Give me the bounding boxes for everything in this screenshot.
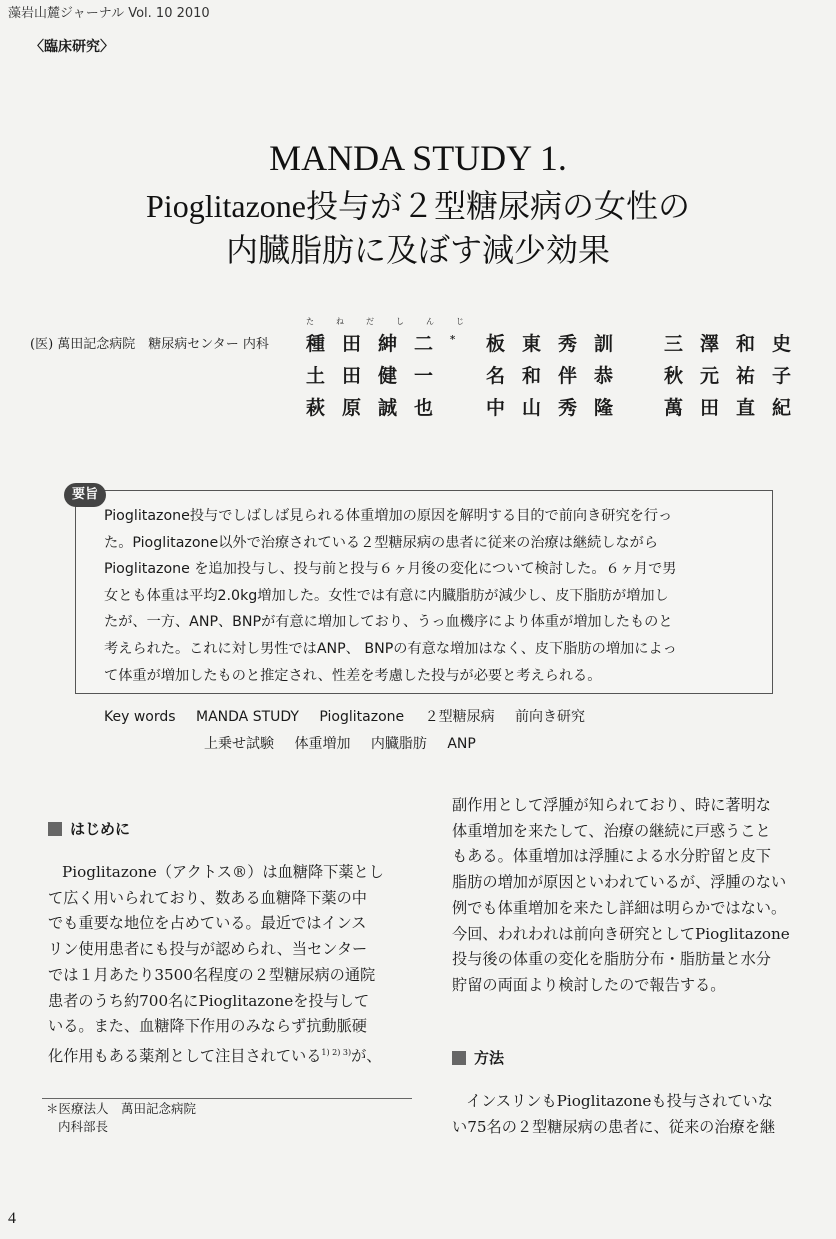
abstract-line: て体重が増加したものと推定され、性差を考慮した投与が必要と考えられる。 [104,667,602,684]
footnote-line: 内科部長 [58,1119,109,1134]
author-name: 土田健一 [306,364,451,387]
article-category: 〈臨床研究〉 [30,39,114,55]
page-number: 4 [8,1210,16,1227]
body-line: もある。体重増加は浮腫による水分貯留と皮下 [452,847,771,866]
author-list [306,326,816,422]
author-name: 萬田直紀 [664,396,809,419]
method-line: インスリンもPioglitazoneも投与されていな [466,1092,773,1110]
abstract-line: 考えられた。これに対し男性ではANP、 BNPの有意な増加はなく、皮下脂肪の増加によっ [104,640,677,657]
author-name: 三澤和史 [664,332,809,355]
body-line: 体重増加を来たして、治療の継続に戸惑うこと [452,821,771,840]
body-line: 副作用として浮腫が知られており、時に著明な [452,796,771,814]
keyword: 内臓脂肪 [370,736,427,752]
intro-line: Pioglitazone（アクトス®）は血糖降下薬とし [62,863,384,881]
journal-header: 藻岩山麓ジャーナル Vol. 10 2010 [8,6,210,21]
intro-line: て広く用いられており、数ある血糖降下薬の中 [48,888,367,907]
body-line: 今回、われわれは前向き研究としてPioglitazone [452,924,790,943]
intro-line: 患者のうち約700名にPioglitazoneを投与して [48,991,370,1010]
intro-text [48,860,408,1070]
intro-line: では１月あたり3500名程度の２型糖尿病の通院 [48,965,376,984]
method-heading: 方法 [452,1047,504,1068]
method-line: い75名の２型糖尿病の患者に、従来の治療を継 [452,1117,776,1136]
author-row [306,326,816,358]
footnote-line: ＊医療法人 萬田記念病院 [46,1101,197,1116]
body-line: 貯留の両面より検討したので報告する。 [452,975,726,994]
keyword: ２型糖尿病 [424,709,495,725]
abstract-text [104,503,756,689]
affiliation: (医) 萬田記念病院 糖尿病センター 内科 [30,337,269,352]
author-ruby: たねだしんじ [306,317,486,326]
keyword: MANDA STUDY [196,709,299,725]
author-row [306,390,816,422]
body-line: 脂肪の増加が原因といわれているが、浮腫のない [452,873,787,892]
intro-line: でも重要な地位を占めている。最近ではインス [48,914,367,933]
author-name: 萩原誠也 [306,396,451,419]
right-column-text [452,793,812,999]
body-line: 例でも体重増加を来たし詳細は明らかではない。 [452,898,787,917]
keywords-line-1 [104,706,601,726]
footnote-divider [42,1098,412,1099]
abstract-line: た。Pioglitazone以外で治療されている２型糖尿病の患者に従来の治療は継続しながら [104,534,659,551]
abstract-line: 女とも体重は平均2.0kg増加した。女性では有意に内臓脂肪が減少し、皮下脂肪が増加し [104,587,669,604]
author-name: 名和伴恭 [486,364,631,387]
author-name: 種田紳二* [306,332,456,355]
abstract-line: たが、一方、ANP、BNPが有意に増加しており、うっ血機序により体重が増加したものと [104,614,673,631]
intro-heading: はじめに [48,818,130,839]
keyword: 体重増加 [294,736,351,752]
abstract-line: Pioglitazone投与でしばしば見られる体重増加の原因を解明する目的で前向き研究を行っ [104,508,673,524]
author-name: 板東秀訓 [486,332,631,355]
author-name: 中山秀隆 [486,396,631,419]
keyword: Pioglitazone [319,709,405,725]
author-row [306,358,816,390]
keywords-label: Key words [104,709,176,725]
intro-line: リン使用患者にも投与が認められ、当センター [48,940,368,959]
square-bullet-icon [48,822,62,836]
abstract-badge: 要旨 [64,483,106,507]
square-bullet-icon [452,1051,466,1065]
intro-line: いる。また、血糖降下作用のみならず抗動脈硬 [48,1017,367,1036]
keyword: 上乗せ試験 [204,736,274,752]
keyword: 前向き研究 [515,709,586,725]
title-line-2: Pioglitazone投与が２型糖尿病の女性の [146,188,690,224]
method-text [452,1089,812,1140]
abstract-line: Pioglitazone を追加投与し、投与前と投与６ヶ月後の変化について検討した。６ヶ月で男 [104,561,677,578]
intro-line: 化作用もある薬剤として注目されている$^{1) 2) 3)}$が、 [48,1046,382,1065]
footnote [46,1100,196,1136]
title-line-3: 内臓脂肪に及ぼす減少効果 [225,232,610,268]
reference-marker: 1) 2) 3) [321,1047,352,1057]
title-line-1: MANDA STUDY 1. [269,138,567,178]
body-line: 投与後の体重の変化を脂肪分布・脂肪量と水分 [452,950,771,969]
keyword: ANP [447,736,476,752]
author-name: 秋元祐子 [664,364,809,387]
keywords-line-2 [204,733,492,753]
